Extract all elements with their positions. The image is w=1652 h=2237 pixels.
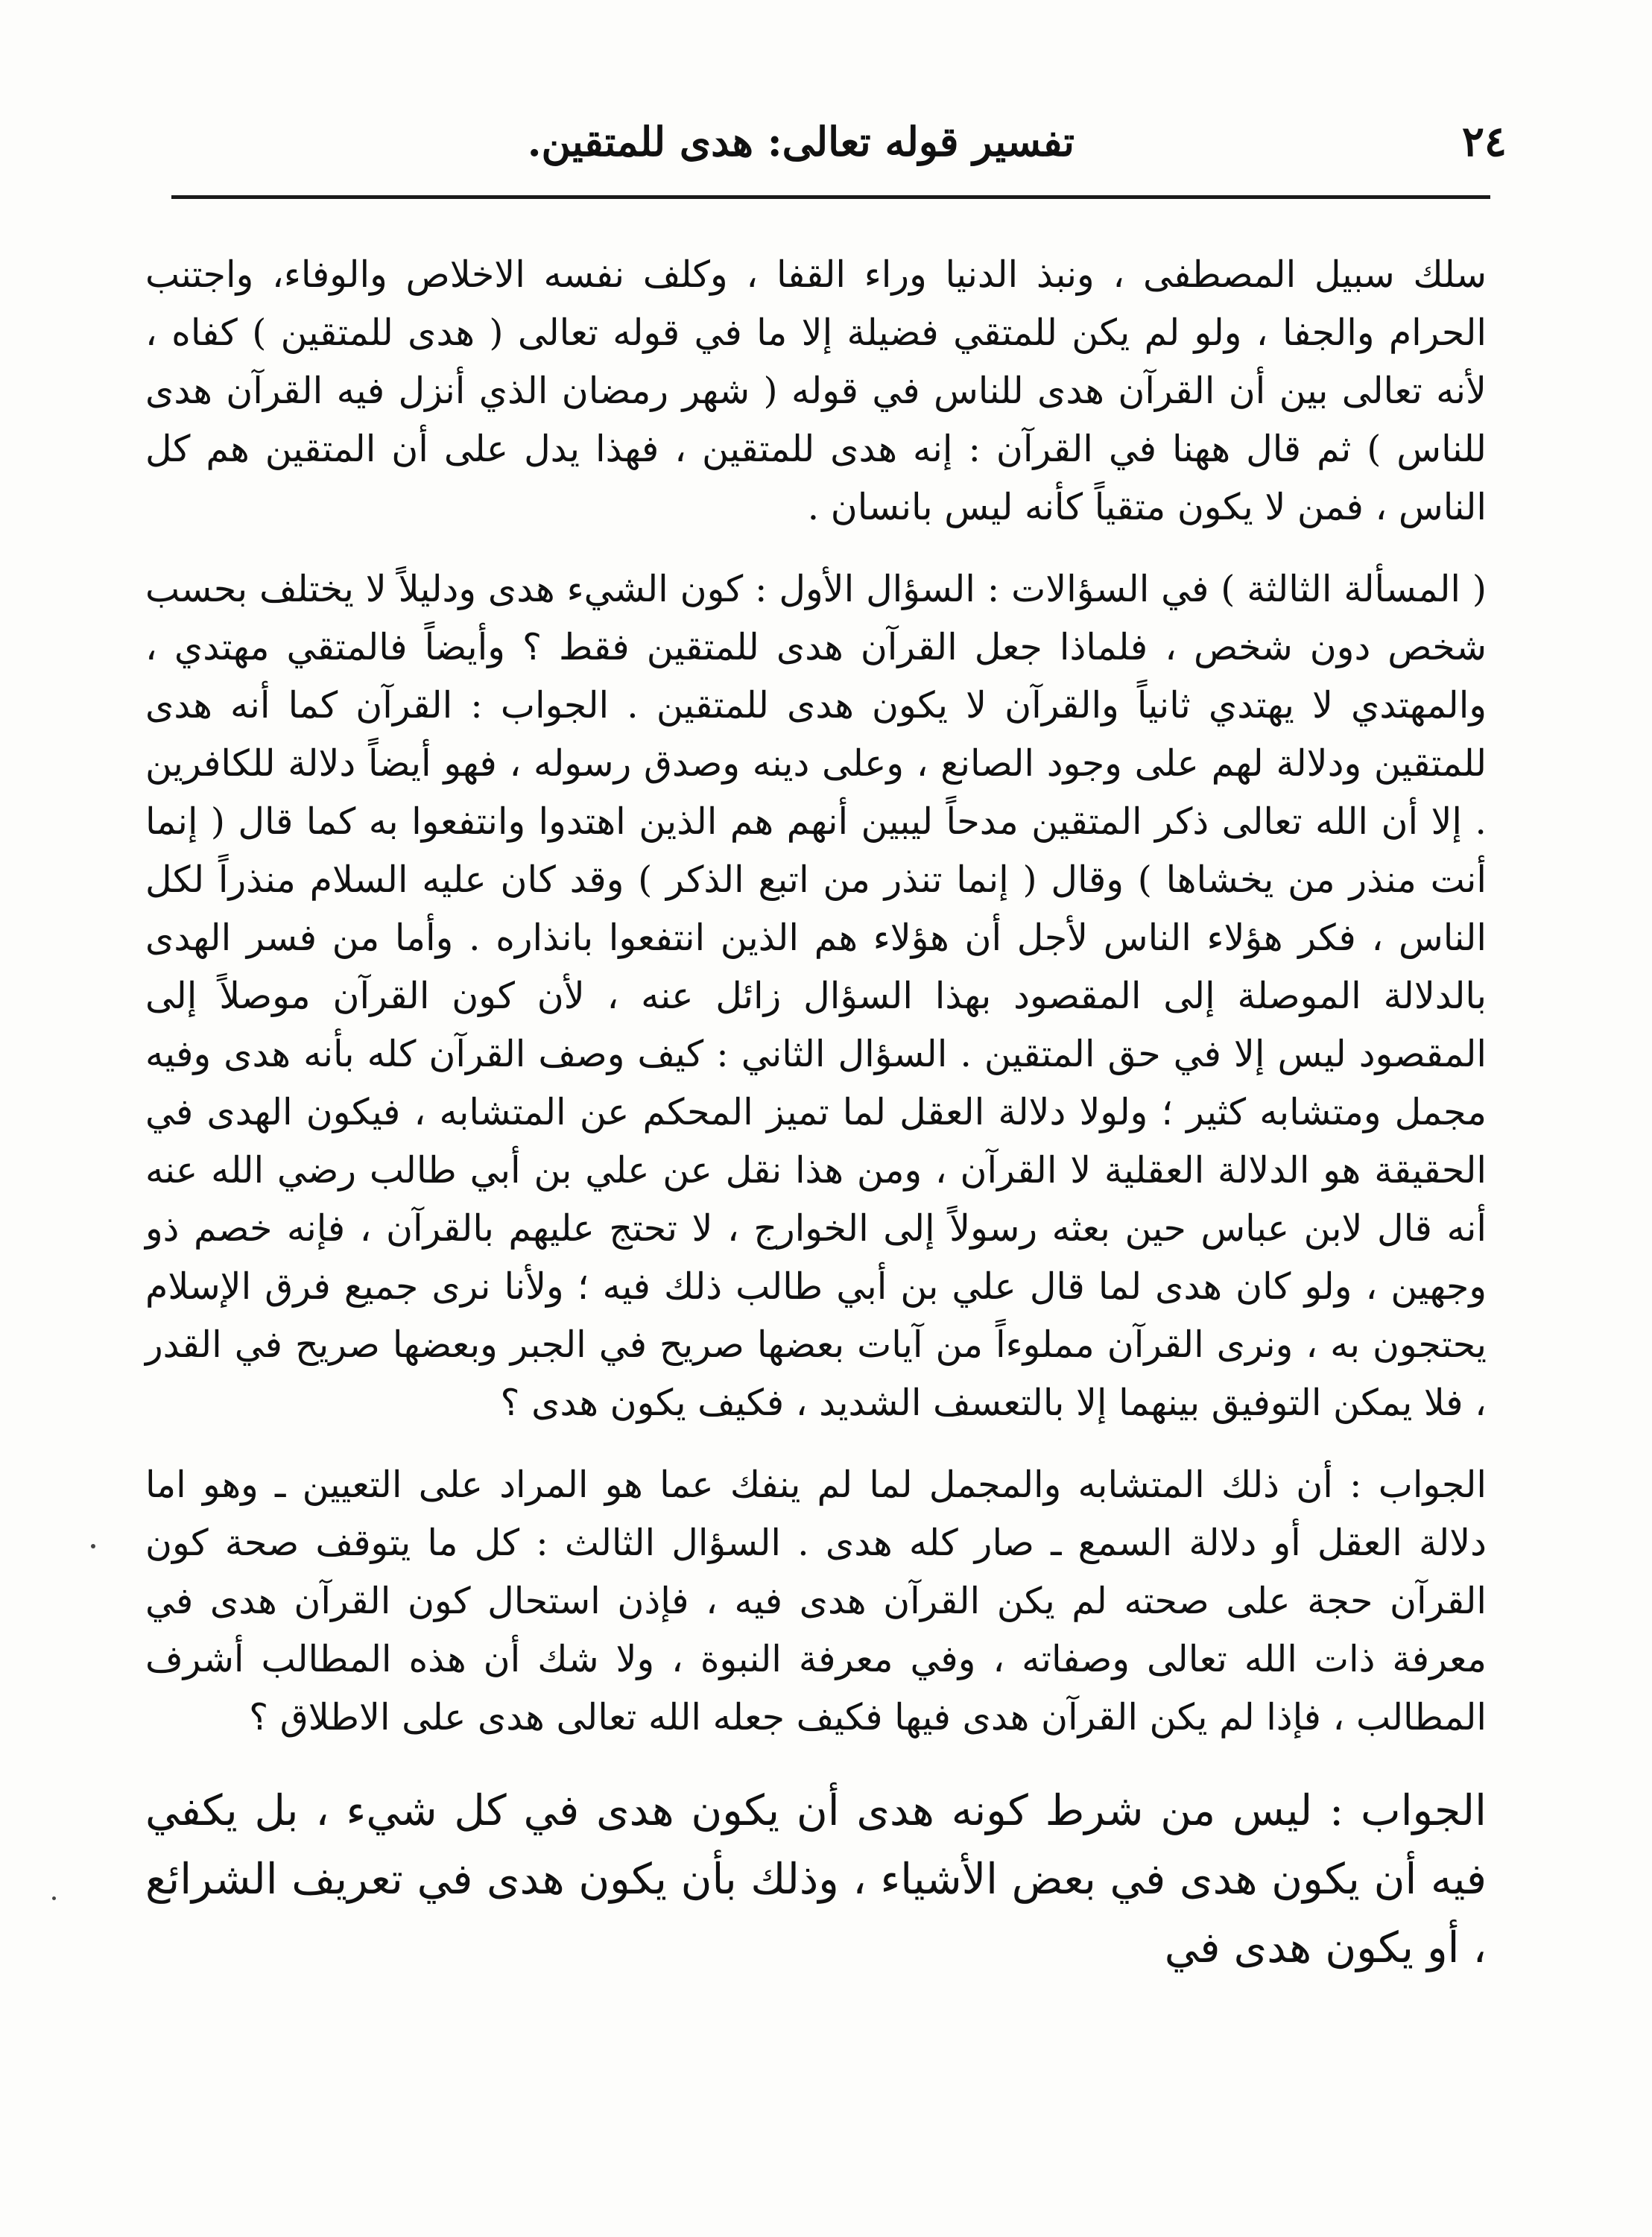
- body-text: [145, 246, 1487, 1982]
- scan-speck: [91, 1544, 95, 1548]
- header-rule: [171, 195, 1490, 199]
- paragraph: الجواب : أن ذلك المتشابه والمجمل لما لم ينفك عما هو المراد على التعيين ـ وهو اما دلالة العقل أو دلالة السمع ـ صار كله هدى . السؤال الثالث : كل ما يتوقف صحة كون القرآن حجة على صحته لم يكن القرآن هدى فيه ، فإذن استحال كون القرآن هدى في معرفة ذات الله تعالى وصفاته ، وفي معرفة النبوة ، ولا شك أن هذه المطالب أشرف المطالب ، فإذا لم يكن القرآن هدى فيها فكيف جعله الله تعالى هدى على الاطلاق ؟: [145, 1464, 1487, 1738]
- scan-speck: [52, 1896, 56, 1900]
- page-number: ٢٤: [1461, 117, 1507, 166]
- running-title: تفسير قوله تعالى: هدى للمتقين.: [527, 118, 1075, 165]
- paragraph: سلك سبيل المصطفى ، ونبذ الدنيا وراء القفا ، وكلف نفسه الاخلاص والوفاء، واجتنب الحرام والجفا ، ولو لم يكن للمتقي فضيلة إلا ما في قوله تعالى ( هدى للمتقين ) كفاه ، لأنه تعالى بين أن القرآن هدى للناس في قوله ( شهر رمضان الذي أنزل فيه القرآن هدى للناس ) ثم قال ههنا في القرآن : إنه هدى للمتقين ، فهذا يدل على أن المتقين هم كل الناس ، فمن لا يكون متقياً كأنه ليس بانسان .: [145, 253, 1487, 528]
- paragraph: ( المسألة الثالثة ) في السؤالات : السؤال الأول : كون الشيء هدى ودليلاً لا يختلف بحسب شخص دون شخص ، فلماذا جعل القرآن هدى للمتقين فقط ؟ وأيضاً فالمتقي مهتدي ، والمهتدي لا يهتدي ثانياً والقرآن لا يكون هدى للمتقين . الجواب : القرآن كما أنه هدى للمتقين ودلالة لهم على وجود الصانع ، وعلى دينه وصدق رسوله ، فهو أيضاً دلالة للكافرين . إلا أن الله تعالى ذكر المتقين مدحاً ليبين أنهم هم الذين اهتدوا وانتفعوا به كما قال ( إنما أنت منذر من يخشاها ) وقال ( إنما تنذر من اتبع الذكر ) وقد كان عليه السلام منذراً لكل الناس ، فكر هؤلاء الناس لأجل أن هؤلاء هم الذين انتفعوا بانذاره . وأما من فسر الهدى بالدلالة الموصلة إلى المقصود بهذا السؤال زائل عنه ، لأن كون القرآن موصلاً إلى المقصود ليس إلا في حق المتقين . السؤال الثاني : كيف وصف القرآن كله بأنه هدى وفيه مجمل ومتشابه كثير ؛ ولولا دلالة العقل لما تميز المحكم عن المتشابه ، فيكون الهدى في الحقيقة هو الدلالة العقلية لا القرآن ، ومن هذا نقل عن علي بن أبي طالب رضي الله عنه أنه قال لابن عباس حين بعثه رسولاً إلى الخوارج ، لا تحتج عليهم بالقرآن ، فإنه خصم ذو وجهين ، ولو كان هدى لما قال علي بن أبي طالب ذلك فيه ؛ ولأنا نرى جميع فرق الإسلام يحتجون به ، ونرى القرآن مملوءاً من آيات بعضها صريح في الجبر وبعضها صريح في القدر ، فلا يمكن التوفيق بينهما إلا بالتعسف الشديد ، فكيف يكون هدى ؟: [145, 568, 1487, 1424]
- page-header: [171, 112, 1507, 171]
- paragraph: الجواب : ليس من شرط كونه هدى أن يكون هدى في كل شيء ، بل يكفي فيه أن يكون هدى في بعض الأشياء ، وذلك بأن يكون هدى في تعريف الشرائع ، أو يكون هدى في: [145, 1786, 1487, 1972]
